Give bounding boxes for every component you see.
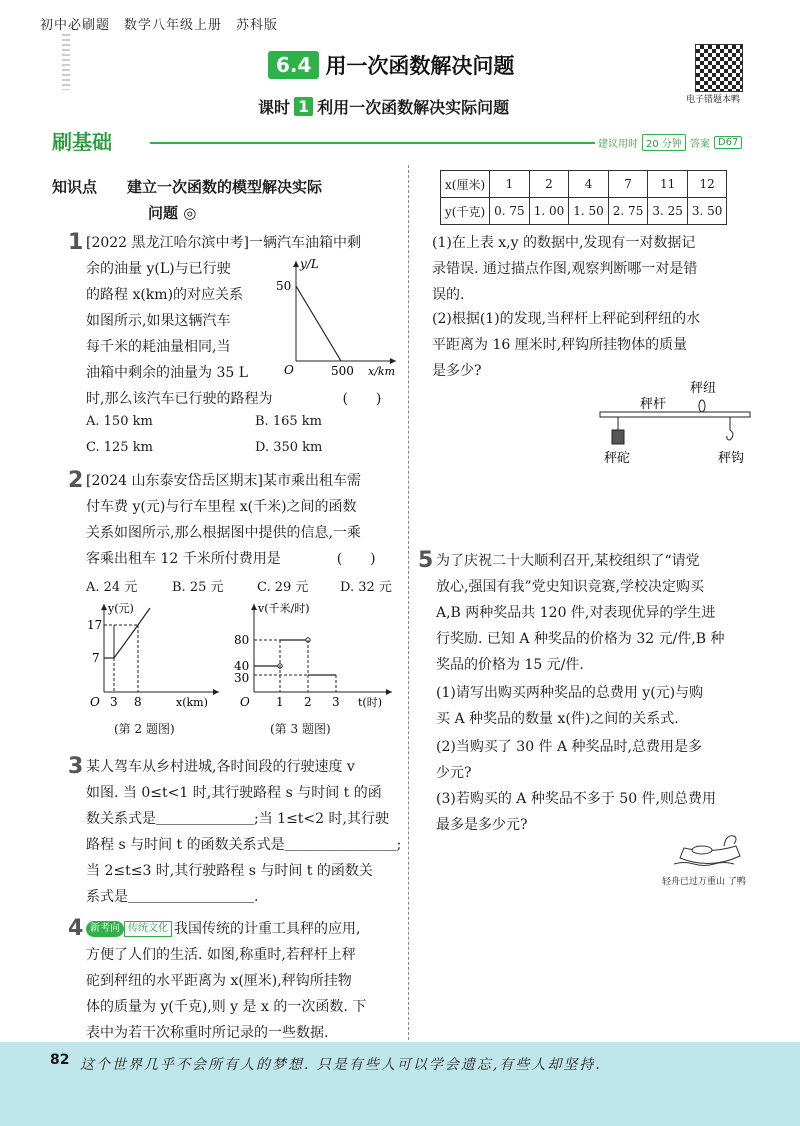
q5-line-2: A,B 两种奖品共 120 件,对表现优异的学生进	[436, 605, 716, 621]
q2-xlabel: x(km)	[176, 696, 208, 709]
q1-number: 1	[68, 230, 84, 255]
table-cell: 2	[529, 171, 569, 198]
kp-label: 知识点	[52, 178, 98, 196]
lesson-prefix: 课时	[258, 98, 291, 117]
table-header-x: x(厘米)	[441, 171, 490, 198]
table-cell: 7	[608, 171, 648, 198]
tag-line	[150, 142, 595, 144]
q4-line-2: 砣到秤纽的水平距离为 x(厘米),秤钩所挂物	[86, 973, 352, 989]
q1-line-0: [2022 黑龙江哈尔滨中考]一辆汽车油箱中剩	[86, 235, 362, 251]
qr-caption: 电子错题本鸭	[686, 95, 741, 105]
q2-ytick-7: 7	[92, 651, 100, 665]
section-number: 6.4	[268, 51, 319, 79]
boat-doodle-icon	[672, 830, 752, 870]
q2-origin: O	[90, 695, 100, 709]
q1-line-5: 油箱中剩余的油量为 35 L	[86, 365, 249, 381]
q5-line-1: 放心,强国有我”党史知识竞赛,学校决定购买	[436, 579, 705, 595]
table-cell: 1. 50	[569, 198, 609, 225]
label-niu: 秤纽	[690, 381, 717, 396]
q4-line-0-text: 我国传统的计重工具秤的应用,	[174, 921, 361, 937]
q3-ytick-40: 40	[234, 659, 250, 673]
q4-line-0	[86, 916, 360, 942]
q2-xtick-3: 3	[110, 695, 118, 709]
table-row	[441, 198, 727, 225]
q5-number: 5	[418, 548, 434, 573]
q3-xlabel: t(时)	[358, 696, 383, 709]
q1-line-2: 的路程 x(km)的对应关系	[86, 287, 244, 303]
knowledge-point	[52, 174, 322, 226]
time-label: 建议用时	[598, 139, 638, 150]
footer-quote: 这个世界几乎不会所有人的梦想. 只是有些人可以学会遗忘,有些人却坚持.	[80, 1057, 602, 1073]
q3-caption: (第 3 题图)	[270, 722, 331, 736]
label-tuo: 秤砣	[604, 451, 631, 466]
q4-sub-4: 平距离为 16 厘米时,秤钩所挂物体的质量	[432, 337, 688, 353]
section-title	[268, 50, 514, 80]
q5-line-3: 行奖励. 已知 A 种奖品的价格为 32 元/件,B 种	[436, 631, 725, 647]
table-cell: 1. 00	[529, 198, 569, 225]
q5-line-7: (2)当购买了 30 件 A 种奖品时,总费用是多	[436, 739, 703, 755]
q4-badge-new: 新考向	[86, 921, 124, 937]
q3-graph	[232, 600, 402, 715]
q2-line-1: 付车费 y(元)与行车里程 x(千米)之间的函数	[86, 499, 357, 515]
q3-origin: O	[240, 695, 250, 709]
q3-line-3: 路程 s 与时间 t 的函数关系式是＿＿＿＿＿＿＿＿;	[86, 837, 402, 853]
lesson-name: 利用一次函数解决实际问题	[317, 98, 510, 117]
time-tips	[598, 134, 742, 151]
q1-opt-a: A. 150 km	[86, 414, 153, 429]
q5-line-6: 买 A 种奖品的数量 x(件)之间的关系式.	[436, 711, 679, 727]
q3-xtick-3: 3	[332, 695, 340, 709]
q4-sub-3: (2)根据(1)的发现,当秤杆上秤砣到秤纽的水	[432, 311, 701, 327]
q4-data-table	[440, 170, 727, 225]
q2-opt-c: C. 29 元	[257, 580, 309, 595]
label-gou: 秤钩	[718, 451, 745, 466]
kp-title-2: 问题	[148, 204, 179, 222]
q4-sub-5: 是多少?	[432, 363, 482, 379]
q2-opt-d: D. 32 元	[340, 580, 392, 595]
q1-opt-d: D. 350 km	[255, 440, 323, 455]
section-name: 用一次函数解决问题	[325, 54, 515, 78]
q2-opt-b: B. 25 元	[172, 580, 224, 595]
q1-line-1: 余的油量 y(L)与已行驶	[86, 261, 231, 277]
q5-line-0: 为了庆祝二十大顺利召开,某校组织了“请党	[436, 553, 700, 569]
margin-dots	[62, 34, 70, 90]
q5-line-4: 奖品的价格为 15 元/件.	[436, 657, 584, 673]
doodle-caption: 轻舟已过万重山 了鸭	[662, 877, 746, 887]
q2-caption: (第 2 题图)	[114, 722, 175, 736]
q1-x-tick: 500	[331, 364, 354, 376]
q4-number: 4	[68, 916, 84, 941]
q3-line-2: 数关系式是＿＿＿＿＿＿＿;当 1≤t<2 时,其行驶	[86, 811, 389, 827]
q4-line-3: 体的质量为 y(千克),则 y 是 x 的一次函数. 下	[86, 999, 367, 1015]
q3-xtick-1: 1	[276, 695, 284, 709]
q1-opt-c: C. 125 km	[86, 440, 153, 455]
q2-line-2: 关系如图所示,那么根据图中提供的信息,一乘	[86, 525, 361, 541]
q3-xtick-2: 2	[304, 695, 312, 709]
q1-line-4: 每千米的耗油量相同,当	[86, 339, 231, 355]
table-cell: 2. 75	[608, 198, 648, 225]
q3-line-5: 系式是＿＿＿＿＿＿＿＿＿.	[86, 889, 259, 905]
q1-graph	[276, 256, 406, 376]
table-cell: 1	[490, 171, 530, 198]
q4-sub-0: (1)在上表 x,y 的数据中,发现有一对数据记	[432, 235, 696, 251]
table-row	[441, 171, 727, 198]
answer-label: 答案	[689, 139, 710, 150]
basic-tag: 刷基础	[52, 130, 112, 154]
lesson-title	[258, 95, 509, 118]
q1-opt-b: B. 165 km	[255, 414, 322, 429]
q1-line-6: 时,那么该汽车已行驶的路程为 ( )	[86, 391, 382, 407]
qr-code-icon[interactable]	[695, 44, 743, 92]
table-cell: 4	[569, 171, 609, 198]
book-title: 初中必刷题 数学八年级上册 苏科版	[40, 18, 279, 33]
q4-line-1: 方便了人们的生活. 如图,称重时,若秤杆上秤	[86, 947, 356, 963]
table-header-y: y(千克)	[441, 198, 490, 225]
q1-origin: O	[284, 363, 294, 376]
q3-line-0: 某人驾车从乡村进城,各时间段的行驶速度 v	[86, 759, 355, 775]
q4-badge-culture: 传统文化	[124, 921, 172, 937]
q5-line-9: (3)若购买的 A 种奖品不多于 50 件,则总费用	[436, 791, 717, 807]
q4-line-4: 表中为若干次称重时所记录的一些数据.	[86, 1025, 329, 1041]
q2-number: 2	[68, 468, 84, 493]
q2-xtick-8: 8	[134, 695, 142, 709]
time-value: 20 分钟	[642, 134, 686, 151]
q5-line-8: 少元?	[436, 765, 472, 781]
steelyard-figure	[590, 380, 760, 470]
table-cell: 0. 75	[490, 198, 530, 225]
table-cell: 3. 25	[648, 198, 688, 225]
q4-sub-1: 录错误. 通过描点作图,观察判断哪一对是错	[432, 261, 698, 277]
table-cell: 11	[648, 171, 688, 198]
lesson-number: 1	[294, 97, 313, 116]
q3-ylabel: v(千米/时)	[258, 602, 310, 615]
page-number: 82	[50, 1052, 70, 1068]
q1-line-3: 如图所示,如果这辆汽车	[86, 313, 231, 329]
q2-line-3: 客乘出租车 12 千米所付费用是 ( )	[86, 551, 376, 567]
table-cell: 3. 50	[687, 198, 727, 225]
q2-ylabel: y(元)	[108, 602, 134, 615]
q1-xlabel: x/km	[368, 365, 396, 376]
answer-value: D67	[714, 136, 742, 149]
table-cell: 12	[687, 171, 727, 198]
q3-ytick-30: 30	[234, 671, 250, 685]
column-divider	[408, 165, 409, 1045]
label-gan: 秤杆	[640, 397, 667, 412]
q5-line-10: 最多是多少元?	[436, 817, 528, 833]
q2-ytick-17: 17	[87, 618, 103, 632]
kp-title-1: 建立一次函数的模型解决实际	[127, 178, 323, 196]
q2-graph	[84, 600, 224, 710]
q5-line-5: (1)请写出购买两种奖品的总费用 y(元)与购	[436, 685, 704, 701]
q2-line-0: [2024 山东泰安岱岳区期末]某市乘出租车需	[86, 473, 362, 489]
q3-number: 3	[68, 754, 84, 779]
q4-sub-2: 误的.	[432, 287, 465, 303]
q2-opt-a: A. 24 元	[86, 580, 138, 595]
target-icon: ◎	[183, 204, 197, 222]
q3-line-1: 如图. 当 0≤t<1 时,其行驶路程 s 与时间 t 的函	[86, 785, 382, 801]
q1-y-tick: 50	[276, 279, 292, 293]
q3-ytick-80: 80	[234, 633, 250, 647]
q1-ylabel: y/L	[300, 257, 319, 271]
q3-line-4: 当 2≤t≤3 时,其行驶路程 s 与时间 t 的函数关	[86, 863, 373, 879]
